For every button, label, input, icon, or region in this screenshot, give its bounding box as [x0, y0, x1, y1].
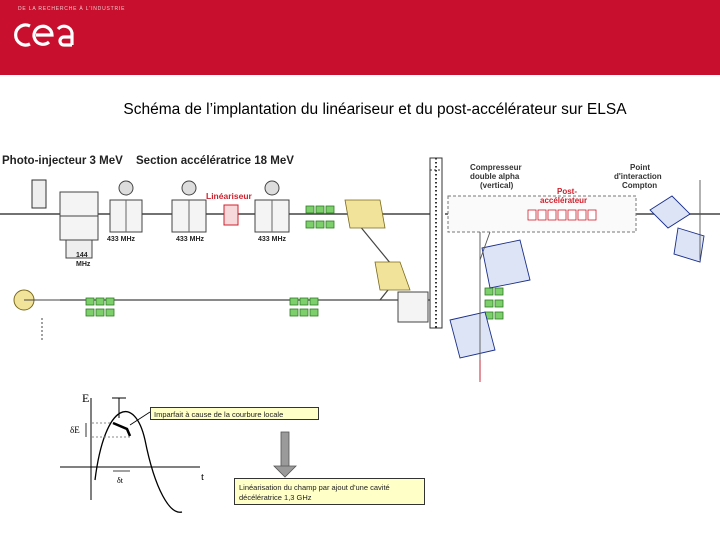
freq-label-3: 433 MHz [258, 236, 287, 243]
compton-label-3: Compton [622, 181, 658, 190]
down-arrow [272, 430, 298, 478]
cavity-1 [110, 181, 142, 232]
organization-line: DE LA RECHERCHE À L'INDUSTRIE [18, 6, 126, 12]
compton-label-1: Point [630, 163, 650, 172]
cea-logo [14, 20, 76, 50]
bunch-segment [113, 423, 130, 436]
shielding-wall [430, 158, 442, 328]
curvature-note: Imparfait à cause de la courbure locale [150, 407, 319, 420]
freq-label-2: 433 MHz [176, 236, 205, 243]
post-accel-label-1: Post- [557, 187, 577, 196]
compressor-label-2: double alpha [470, 172, 520, 181]
compton-label-2: d'interaction [614, 172, 662, 181]
compressor-label-3: (vertical) [480, 181, 514, 190]
t-axis-label: t [201, 471, 205, 483]
linearizer-cavity [224, 205, 238, 225]
beamline-schematic [0, 148, 720, 388]
photo-injector-block [32, 180, 98, 258]
lower-left-device [14, 290, 60, 340]
rf-label-1: 144 [76, 252, 88, 259]
freq-label-1: 433 MHz [107, 236, 136, 243]
post-accel-label-2: accélérateur [540, 196, 588, 205]
rf-wave-curve [95, 412, 182, 513]
beam-dump [398, 292, 428, 322]
linearization-note: Linéarisation du champ par ajout d'une cavité décélératrice 1,3 GHz [234, 478, 425, 505]
de-label: δE [70, 425, 80, 435]
compton-point [650, 180, 704, 262]
compressor-label-1: Compresseur [470, 163, 522, 172]
cavity-2 [172, 181, 206, 232]
post-accelerator [528, 210, 596, 220]
cavity-3 [255, 181, 289, 232]
linearizer-label: Linéariseur [206, 191, 252, 201]
rf-label-2: MHz [76, 261, 91, 268]
photo-injector-label: Photo-injecteur 3 MeV [2, 155, 123, 167]
e-axis-label: E [82, 391, 90, 405]
energy-time-sketch [0, 380, 240, 520]
dt-label: δt [117, 476, 123, 485]
accel-section-label: Section accélératrice 18 MeV [136, 155, 294, 167]
header-band [0, 0, 720, 75]
slide-title: Schéma de l’implantation du linéariseur et du post-accélérateur sur ELSA [123, 101, 627, 118]
